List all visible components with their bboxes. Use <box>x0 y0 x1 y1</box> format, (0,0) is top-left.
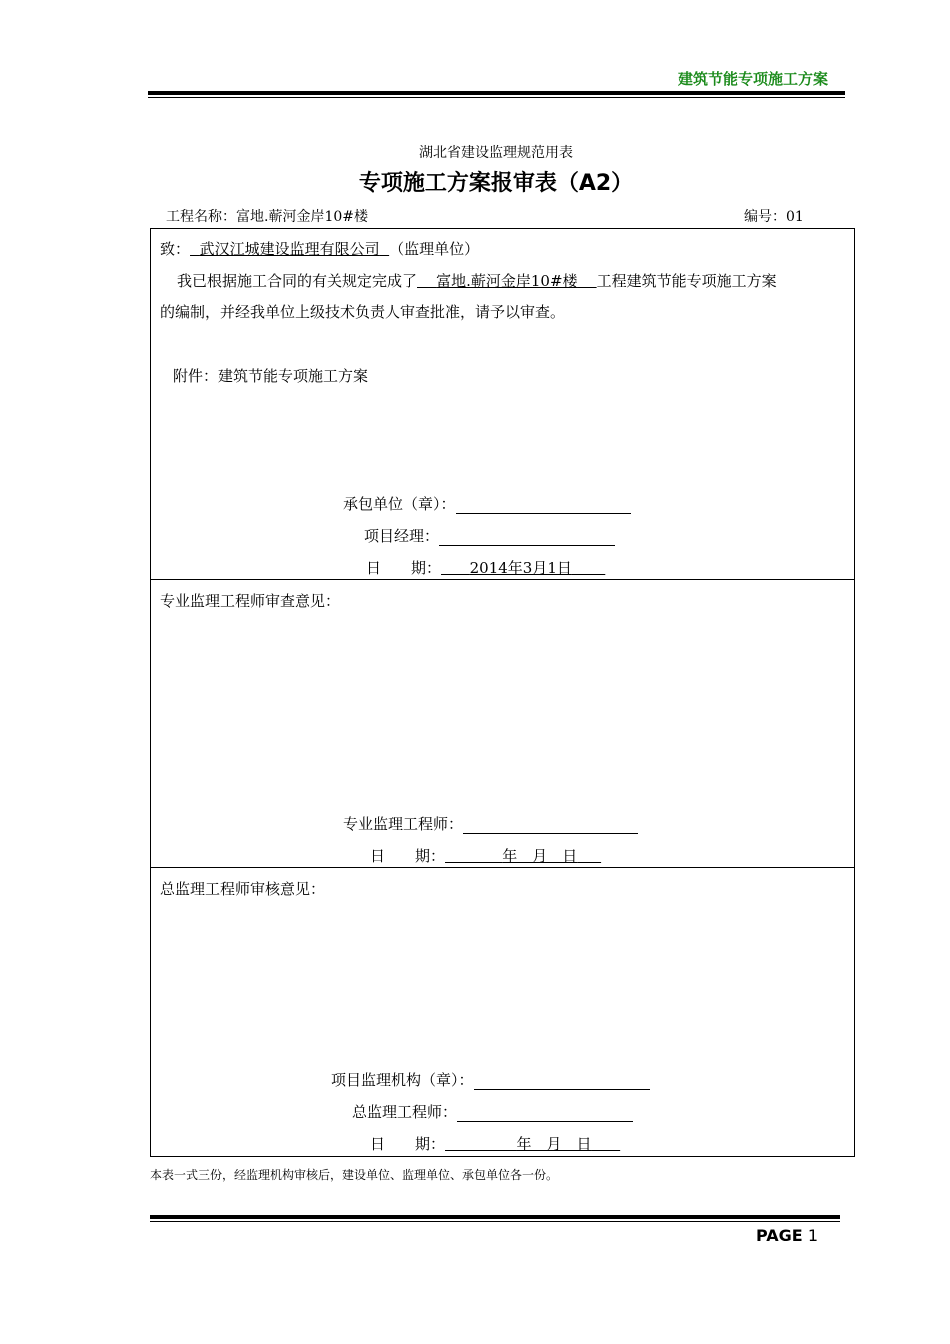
section2-date-value: 年 月 日 <box>502 847 578 865</box>
chief-engineer-line <box>352 1102 633 1122</box>
section3-heading: 总监理工程师审核意见： <box>160 880 326 898</box>
date-label: 日 期： <box>366 559 442 577</box>
project-name: 富地.蕲河金岸10#楼 <box>236 209 368 225</box>
contractor-blank <box>456 498 631 514</box>
number-value: 01 <box>786 209 804 225</box>
section1-date-line <box>366 558 605 578</box>
org-seal-line <box>331 1070 650 1090</box>
manager-blank <box>439 530 615 546</box>
addressee-line <box>160 239 479 259</box>
page-label: PAGE <box>756 1226 803 1245</box>
form-number-line <box>744 206 804 226</box>
contractor-signature-line <box>343 494 631 514</box>
engineer-blank <box>463 818 638 834</box>
attachment-line: 附件：建筑节能专项施工方案 <box>173 367 369 385</box>
form-title: 专项施工方案报审表（A2） <box>358 171 634 196</box>
document-header-title: 建筑节能专项施工方案 <box>677 70 828 88</box>
section2-date-line <box>370 846 601 866</box>
chief-label: 总监理工程师： <box>352 1103 458 1121</box>
org-blank <box>474 1074 650 1090</box>
to-label: 致： <box>160 240 191 258</box>
section3-date-value: 年 月 日 <box>516 1135 592 1153</box>
project-label: 工程名称： <box>166 209 236 225</box>
project-name-line <box>166 206 368 226</box>
section3-date-line <box>370 1134 620 1154</box>
section1-date-value: 2014年3月1日 <box>469 559 572 577</box>
page-number-value: 1 <box>807 1226 818 1245</box>
engineer-signature-line <box>343 814 638 834</box>
page-number <box>756 1226 818 1245</box>
body-project: 富地.蕲河金岸10#楼 <box>436 272 578 290</box>
manager-label: 项目经理： <box>364 527 440 545</box>
to-suffix: （监理单位） <box>389 240 480 258</box>
footer-rule-thin <box>150 1221 840 1222</box>
body-suffix: 工程建筑节能专项施工方案 <box>596 272 777 290</box>
section-divider-2 <box>150 867 855 868</box>
section-divider-1 <box>150 579 855 580</box>
contractor-label: 承包单位（章）： <box>343 495 456 513</box>
form-subtitle: 湖北省建设监理规范用表 <box>419 145 573 161</box>
date-label: 日 期： <box>370 1135 446 1153</box>
footer-rule-thick <box>150 1215 840 1219</box>
manager-signature-line <box>364 526 615 546</box>
org-label: 项目监理机构（章）： <box>331 1071 474 1089</box>
supervision-unit: 武汉江城建设监理有限公司 <box>199 240 380 258</box>
body-line-1 <box>177 271 777 291</box>
chief-blank <box>457 1106 633 1122</box>
distribution-note: 本表一式三份，经监理机构审核后，建设单位、监理单位、承包单位各一份。 <box>150 1168 559 1182</box>
date-label: 日 期： <box>370 847 446 865</box>
engineer-label: 专业监理工程师： <box>343 815 464 833</box>
body-line-2: 的编制，并经我单位上级技术负责人审查批准，请予以审查。 <box>160 303 566 321</box>
number-label: 编号： <box>744 209 786 225</box>
body-prefix: 我已根据施工合同的有关规定完成了 <box>177 272 418 290</box>
section2-heading: 专业监理工程师审查意见： <box>160 592 341 610</box>
header-rule-thick <box>148 91 845 95</box>
header-rule-thin <box>148 97 845 98</box>
